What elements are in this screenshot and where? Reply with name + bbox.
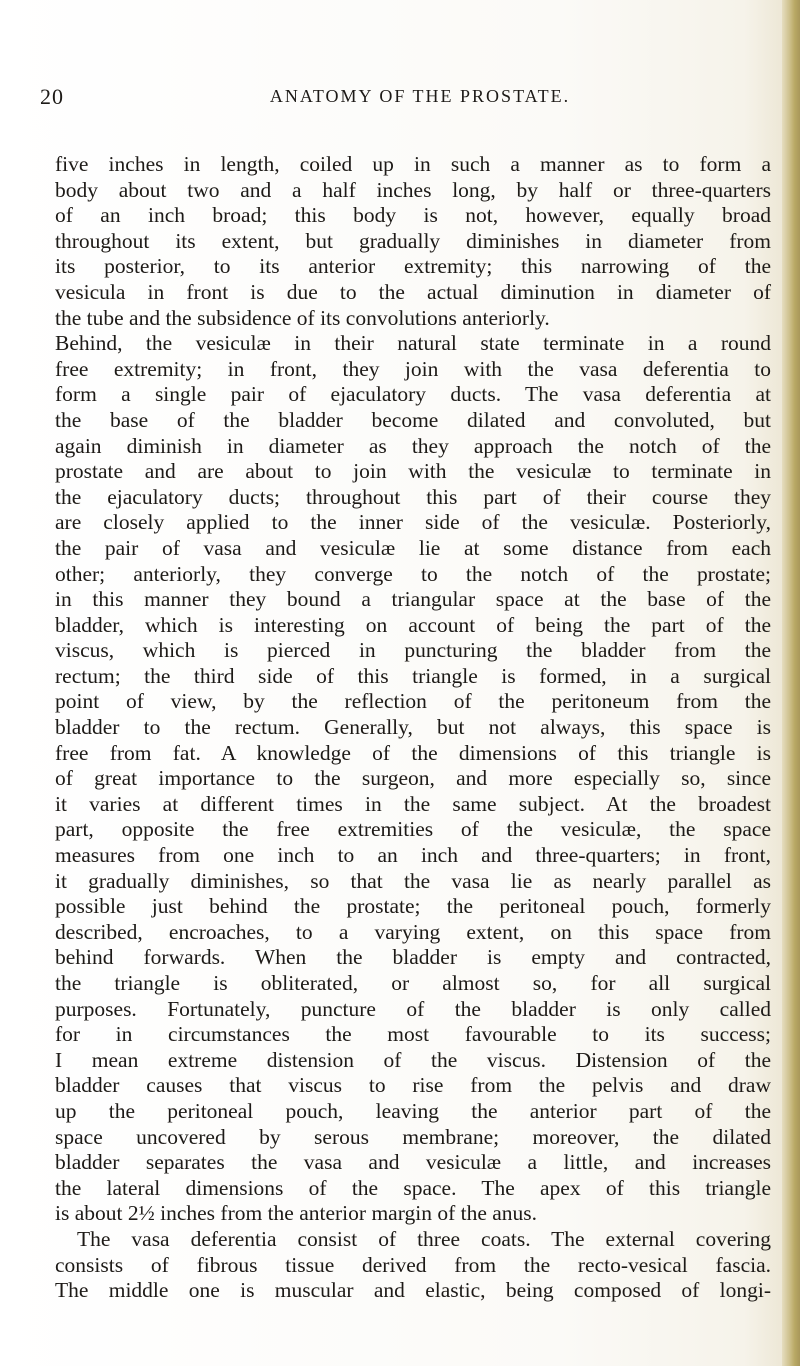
text-line: the lateral dimensions of the space. The apex of this triangle bbox=[55, 1175, 771, 1200]
text-line: Behind, the vesiculæ in their natural state terminate in a round bbox=[55, 331, 771, 356]
text-line: of an inch broad; this body is not, however, equally broad bbox=[55, 203, 771, 228]
text-line: form a single pair of ejaculatory ducts. The vasa deferentia at bbox=[55, 382, 771, 407]
text-line: I mean extreme distension of the viscus. Distension of the bbox=[55, 1047, 771, 1072]
text-line: The vasa deferentia consist of three coats. The external covering bbox=[77, 1226, 771, 1251]
text-line: body about two and a half inches long, by half or three-quarters bbox=[55, 177, 771, 202]
text-line: other; anteriorly, they converge to the notch of the prostate; bbox=[55, 561, 771, 586]
text-line: the triangle is obliterated, or almost so, for all surgical bbox=[55, 971, 771, 995]
text-line: purposes. Fortunately, puncture of the bladder is only called bbox=[55, 996, 771, 1021]
text-line: described, encroaches, to a varying extent, on this space from bbox=[55, 919, 771, 944]
text-line: the base of the bladder become dilated and convoluted, but bbox=[55, 407, 771, 432]
text-line: prostate and are about to join with the vesiculæ to terminate in bbox=[55, 459, 771, 484]
text-line: consists of fibrous tissue derived from the recto-vesical fascia. bbox=[55, 1252, 771, 1277]
text-line: bladder separates the vasa and vesiculæ a little, and increases bbox=[55, 1150, 771, 1175]
text-line: in this manner they bound a triangular space at the base of the bbox=[55, 587, 771, 612]
text-line: free extremity; in front, they join with the vasa deferentia to bbox=[55, 356, 771, 381]
text-line: point of view, by the reflection of the peritoneum from the bbox=[55, 689, 771, 714]
text-line: it gradually diminishes, so that the vasa lie as nearly parallel as bbox=[55, 868, 771, 893]
text-line: The middle one is muscular and elastic, being composed of longi- bbox=[55, 1278, 771, 1303]
page-number: 20 bbox=[40, 84, 64, 109]
text-line: possible just behind the prostate; the peritoneal pouch, formerly bbox=[55, 894, 771, 919]
text-line: bladder to the rectum. Generally, but not always, this space is bbox=[55, 715, 771, 740]
text-line: of great importance to the surgeon, and more especially so, since bbox=[55, 766, 771, 791]
text-line: five inches in length, coiled up in such a manner as to form a bbox=[55, 152, 771, 176]
text-line: rectum; the third side of this triangle is formed, in a surgical bbox=[55, 663, 771, 688]
text-line: are closely applied to the inner side of the vesiculæ. Posteriorly, bbox=[55, 510, 771, 535]
running-head: ANATOMY OF THE PROSTATE. bbox=[269, 86, 571, 106]
text-line: vesicula in front is due to the actual diminution in diameter of bbox=[55, 279, 771, 304]
text-line: measures from one inch to an inch and three-quarters; in front, bbox=[55, 843, 771, 868]
text-line: is about 2½ inches from the anterior margin of the anus. bbox=[55, 1201, 538, 1226]
text-line: its posterior, to its anterior extremity; this narrowing of the bbox=[55, 254, 771, 279]
text-line: it varies at different times in the same subject. At the broadest bbox=[55, 791, 771, 816]
text-line: the ejaculatory ducts; throughout this part of their course they bbox=[55, 484, 771, 509]
page-binding-edge bbox=[782, 0, 800, 1366]
text-line: part, opposite the free extremities of the vesiculæ, the space bbox=[55, 817, 771, 842]
text-line: free from fat. A knowledge of the dimensions of this triangle is bbox=[55, 740, 771, 765]
text-line: again diminish in diameter as they approach the notch of the bbox=[55, 433, 771, 458]
text-line: throughout its extent, but gradually diminishes in diameter from bbox=[55, 228, 771, 253]
text-line: space uncovered by serous membrane; moreover, the dilated bbox=[55, 1124, 771, 1149]
text-line: bladder, which is interesting on account of being the part of the bbox=[55, 612, 771, 637]
text-line: viscus, which is pierced in puncturing the bladder from the bbox=[55, 638, 771, 663]
text-line: up the peritoneal pouch, leaving the anterior part of the bbox=[55, 1098, 771, 1123]
text-line: the tube and the subsidence of its convolutions anteriorly. bbox=[55, 305, 550, 330]
body-paragraph bbox=[55, 152, 771, 1304]
text-line: behind forwards. When the bladder is empty and contracted, bbox=[55, 945, 771, 970]
text-line: for in circumstances the most favourable to its success; bbox=[55, 1022, 771, 1047]
text-line: the pair of vasa and vesiculæ lie at some distance from each bbox=[55, 535, 771, 560]
text-line: bladder causes that viscus to rise from the pelvis and draw bbox=[55, 1073, 771, 1098]
